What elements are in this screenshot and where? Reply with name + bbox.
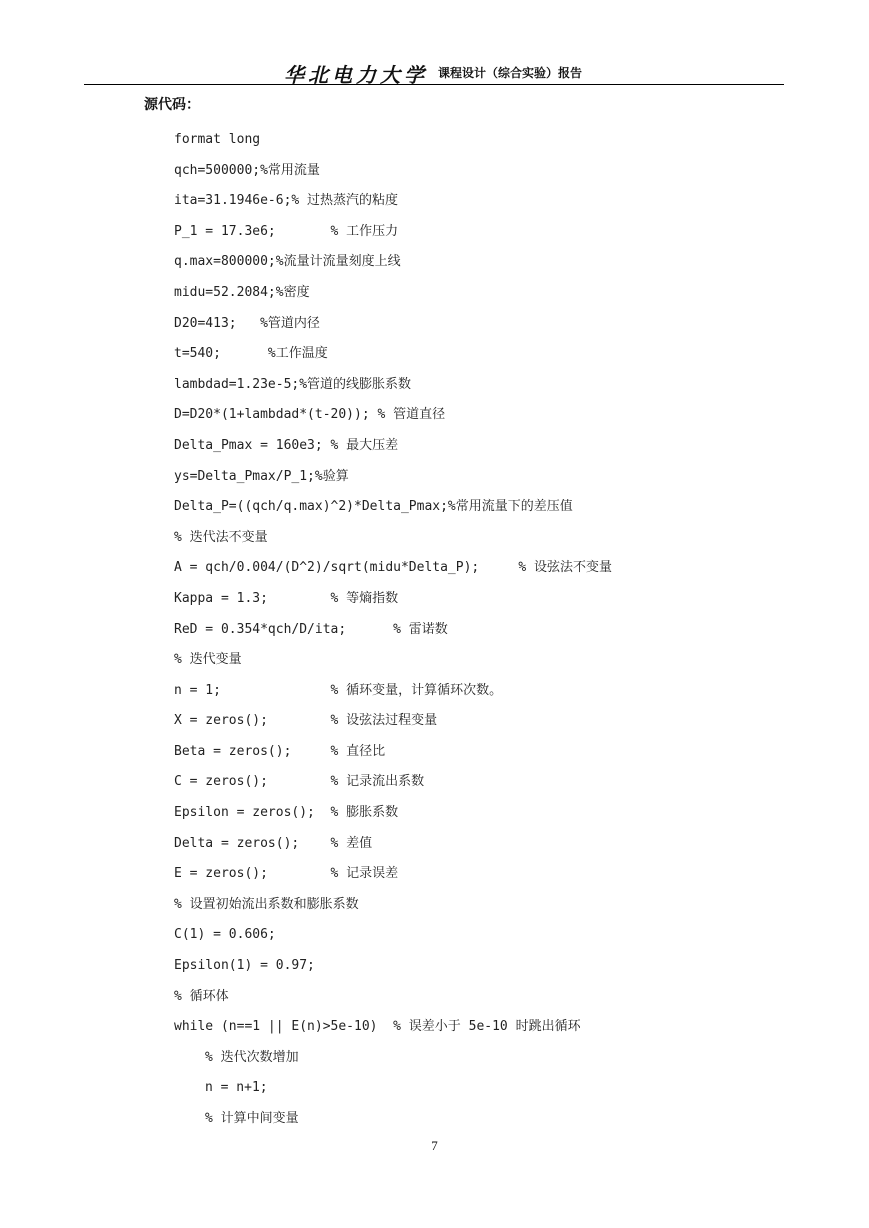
code-line: t=540; %工作温度 [174, 346, 328, 362]
code-line: lambdad=1.23e-5;%管道的线膨胀系数 [174, 376, 412, 392]
code-line: Epsilon(1) = 0.97; [174, 958, 315, 974]
code-line: % 设置初始流出系数和膨胀系数 [174, 896, 359, 912]
section-label: 源代码： [144, 97, 200, 113]
code-line: midu=52.2084;%密度 [174, 284, 310, 300]
code-line: C(1) = 0.606; [174, 927, 276, 943]
code-line: q.max=800000;%流量计流量刻度上线 [174, 254, 401, 270]
code-line: ReD = 0.354*qch/D/ita; % 雷诺数 [174, 621, 448, 637]
code-line: Beta = zeros(); % 直径比 [174, 743, 386, 759]
code-line: E = zeros(); % 记录误差 [174, 866, 399, 882]
header-divider [84, 84, 784, 85]
university-logo: 华北电力大学 [284, 63, 428, 87]
code-line: P_1 = 17.3e6; % 工作压力 [174, 223, 399, 239]
code-line: % 迭代法不变量 [174, 529, 268, 545]
code-line: Kappa = 1.3; % 等熵指数 [174, 590, 399, 606]
code-line: ys=Delta_Pmax/P_1;%验算 [174, 468, 349, 484]
code-line: n = n+1; [205, 1080, 268, 1096]
code-line: ita=31.1946e-6;% 过热蒸汽的粘度 [174, 193, 399, 209]
code-line: X = zeros(); % 设弦法过程变量 [174, 713, 438, 729]
code-line: A = qch/0.004/(D^2)/sqrt(midu*Delta_P); % 设弦法不变量 [174, 560, 613, 576]
code-line: C = zeros(); % 记录流出系数 [174, 774, 425, 790]
code-line: D=D20*(1+lambdad*(t-20)); % 管道直径 [174, 407, 446, 423]
code-line: qch=500000;%常用流量 [174, 162, 320, 178]
code-line: Epsilon = zeros(); % 膨胀系数 [174, 805, 399, 821]
code-line: Delta_Pmax = 160e3; % 最大压差 [174, 437, 399, 453]
code-line: format long [174, 132, 261, 147]
page-number: 7 [431, 1138, 438, 1153]
code-line: D20=413; %管道内径 [174, 315, 320, 331]
code-line: % 循环体 [174, 988, 229, 1004]
code-line: while (n==1 || E(n)>5e-10) % 误差小于 5e-10 时跳出循环 [174, 1019, 581, 1035]
report-title: 课程设计（综合实验）报告 [438, 66, 583, 80]
code-block [174, 125, 612, 1135]
code-line: n = 1; % 循环变量，计算循环次数。 [174, 682, 503, 698]
code-line: % 迭代变量 [174, 652, 242, 668]
code-line: Delta_P=((qch/q.max)^2)*Delta_Pmax;%常用流量下的差压值 [174, 499, 573, 515]
code-line: % 迭代次数增加 [205, 1049, 299, 1065]
code-line: Delta = zeros(); % 差值 [174, 835, 373, 851]
code-line: % 计算中间变量 [205, 1111, 299, 1126]
page-header [84, 56, 784, 86]
